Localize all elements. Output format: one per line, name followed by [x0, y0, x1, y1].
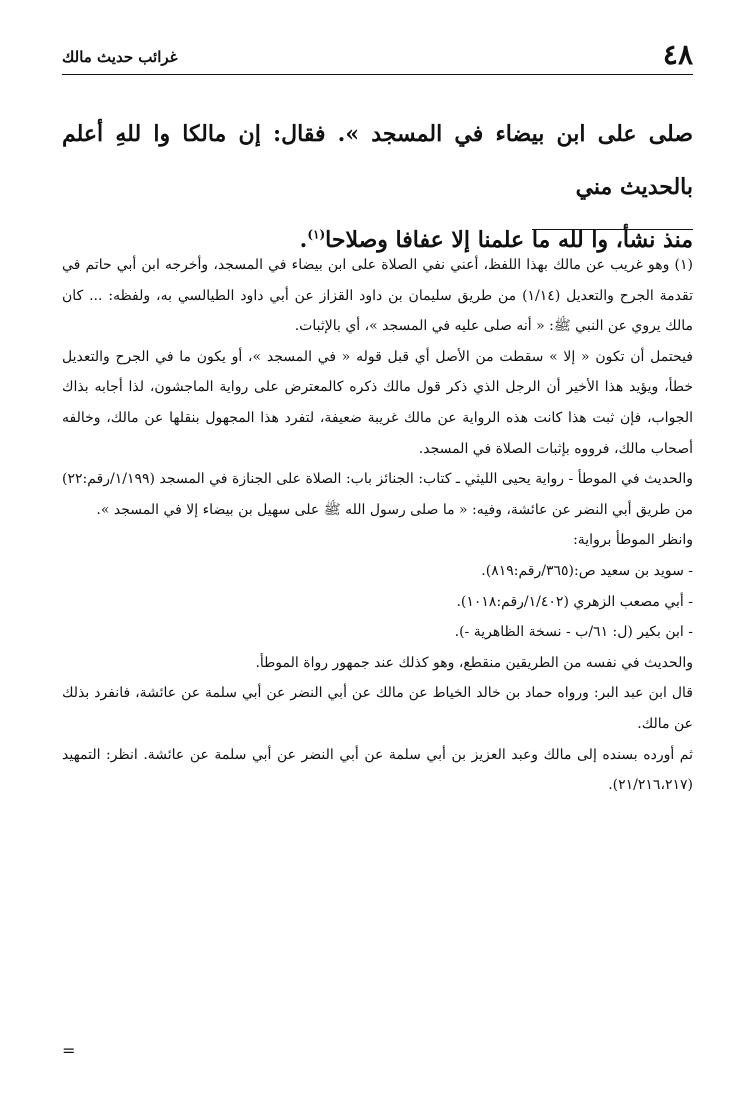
main-text-line-1: صلى على ابن بيضاء في المسجد ». فقال: إن مالكا وا للهِ أعلم بالحديث مني — [62, 121, 693, 200]
page-number: ٤٨ — [662, 38, 693, 71]
footnote-list-item-1: - سويد بن سعيد ص:(٣٦٥/رقم:٨١٩). — [481, 562, 693, 579]
footnote-list-item-3: - ابن بكير (ل: ٦١/ب - نسخة الظاهرية -). — [454, 624, 693, 641]
footnote-list-item-2: - أبي مصعب الزهري (١/٤٠٢/رقم:١٠١٨). — [456, 593, 693, 610]
footnote-paragraph-6: قال ابن عبد البر: ورواه حماد بن خالد الخياط عن مالك عن أبي النضر عن أبي سلمة عن عائشة، فانفرد بذلك عن مالك. — [62, 685, 693, 732]
main-text-line-2-end: . — [299, 227, 308, 253]
footnote-paragraph-1: (١) وهو غريب عن مالك بهذا اللفظ، أعني نفي الصلاة على ابن بيضاء في المسجد، وأخرجه ابن أبي حاتم في تقدمة الجرح والتعديل (١/١٤) من طريق سليمان بن داود القزاز عن أبي داود الطيالسي به، ولفظه: ... كان مالك يروي عن النبي ﷺ: « أنه صلى عليه في المسجد »، أي بالإثبات. — [62, 257, 693, 335]
footnote-paragraph-2: فيحتمل أن تكون « إلا » سقطت من الأصل أي قبل قوله « في المسجد »، أو يكون ما في الجرح والتعديل خطأ، ويؤيد هذا الأخير أن الرجل الذي ذكر قول مالك ذكره كالمعترض على رواية الماجشون، لذا أجابه بذاك الجواب، فإن ثبت هذا كانت هذه الرواية عن مالك غريبة ضعيفة، لتفرد هذا المجهول بنقلها عن مالك، وخالفه أصحاب مالك، فرووه بإثبات الصلاة في المسجد. — [62, 348, 693, 457]
footnote-paragraph-3: والحديث في الموطأ - رواية يحيى الليثي ـ كتاب: الجنائز باب: الصلاة على الجنازة في المسجد (١/١٩٩/رقم:٢٢) من طريق أبي النضر عن عائشة، وفيه: « ما صلى رسول الله ﷺ على سهيل بن بيضاء إلا في المسجد ». — [62, 471, 693, 518]
footnote-paragraph-7: ثم أورده بسنده إلى مالك وعبد العزيز بن أبي سلمة عن أبي النضر عن أبي سلمة عن عائشة. انظر: التمهيد (٢١/٢١٦،٢١٧). — [62, 746, 693, 794]
main-text-line-2-body: منذ نشأ، وا لله ما علمنا إلا عفافا وصلاحا — [325, 227, 693, 253]
footnote-paragraph-5: والحديث في نفسه من الطريقين منقطع، وهو كذلك عند جمهور رواة الموطأ. — [255, 654, 693, 671]
continuation-marker: = — [62, 1041, 76, 1060]
footnotes — [62, 250, 693, 801]
footnote-reference: (١) — [307, 227, 326, 242]
running-title: غرائب حديث مالك — [62, 48, 178, 66]
footnote-separator — [532, 229, 693, 230]
page-header — [62, 40, 693, 75]
footnote-paragraph-4: وانظر الموطأ برواية: — [573, 532, 693, 549]
main-text — [62, 108, 693, 267]
